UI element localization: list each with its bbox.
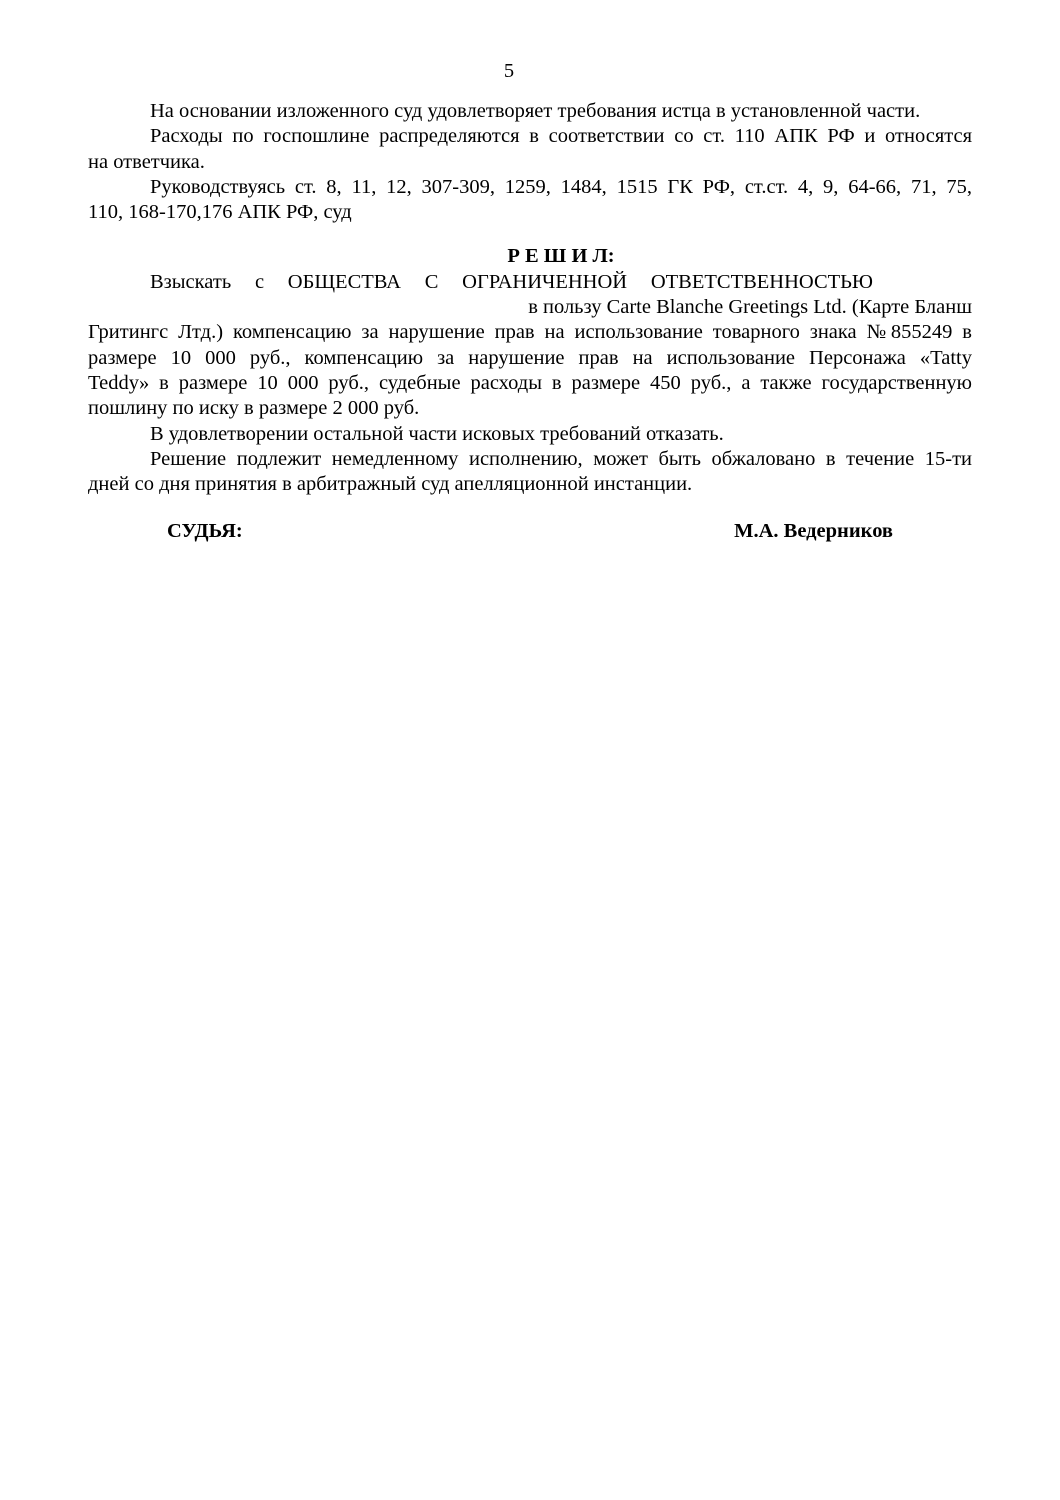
para-recovery-line-4: размере 10 000 руб., компенсацию за нарушение прав на использование Персонажа «Tatty	[88, 346, 972, 369]
para-recovery-line-2: в пользу Carte Blanche Greetings Ltd. (Карте Бланш	[528, 296, 972, 319]
para-recovery-line-1: Взыскать с ОБЩЕСТВА С ОГРАНИЧЕННОЙ ОТВЕТСТВЕННОСТЬЮ	[150, 270, 873, 293]
signature-row	[88, 519, 972, 544]
para-basis-line-1: На основании изложенного суд удовлетворяет требования истца в установленной части.	[150, 100, 921, 122]
para-guided-line-2: 110, 168-170,176 АПК РФ, суд	[88, 201, 352, 224]
para-denial-line-1: В удовлетворении остальной части исковых требований отказать.	[150, 422, 724, 445]
ruling-heading: Р Е Ш И Л:	[507, 245, 615, 268]
judge-label: СУДЬЯ:	[167, 520, 243, 543]
para-costs-line-1: Расходы по госпошлине распределяются в соответствии со ст. 110 АПК РФ и относятся	[150, 125, 972, 148]
para-recovery-line-6: пошлину по иску в размере 2 000 руб.	[88, 397, 420, 420]
page-number: 5	[503, 60, 515, 82]
para-appeal-line-1: Решение подлежит немедленному исполнению, может быть обжаловано в течение 15-ти	[150, 447, 972, 470]
document-body	[88, 99, 972, 545]
judge-name: М.А. Ведерников	[734, 520, 893, 543]
para-appeal-line-2: дней со дня принятия в арбитражный суд апелляционной инстанции.	[88, 473, 693, 496]
para-recovery-line-3: Гритингс Лтд.) компенсацию за нарушение прав на использование товарного знака №855249 в	[88, 321, 972, 344]
para-costs-line-2: на ответчика.	[88, 150, 205, 173]
para-recovery-line-5: Teddy» в размере 10 000 руб., судебные расходы в размере 450 руб., а также государственную	[88, 371, 972, 394]
para-guided-line-1: Руководствуясь ст. 8, 11, 12, 307-309, 1259, 1484, 1515 ГК РФ, ст.ст. 4, 9, 64-66, 71, 75,	[150, 175, 972, 198]
